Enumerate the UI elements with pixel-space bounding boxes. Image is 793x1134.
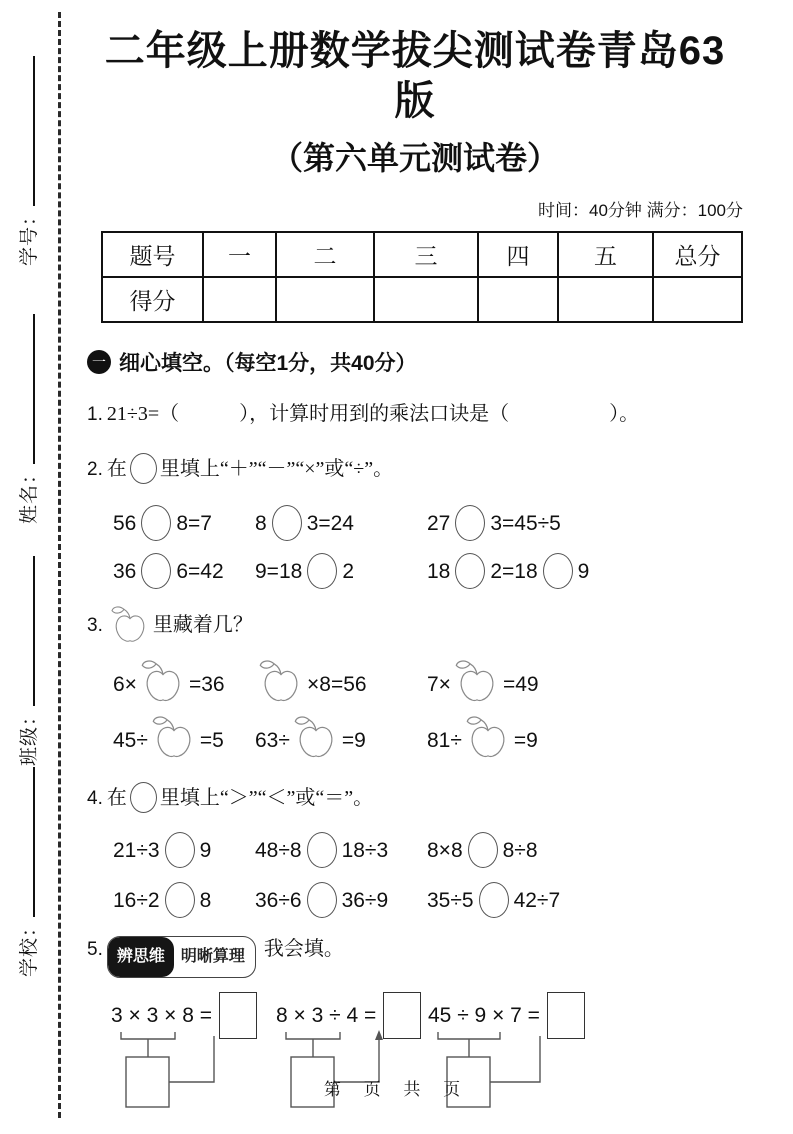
apple-icon <box>110 605 150 647</box>
header-cell-5: 五 <box>558 232 653 277</box>
question-2-row-2 <box>113 553 745 589</box>
equation: 48÷8 18÷3 <box>255 832 427 868</box>
blank-circle-icon <box>141 505 171 541</box>
question-2-row-1 <box>113 505 745 541</box>
blank-circle-icon <box>307 832 337 868</box>
blank-circle-icon <box>141 553 171 589</box>
equation: 6× =36 <box>113 659 255 707</box>
class-label: 班级： <box>19 705 40 766</box>
score-cell <box>653 277 742 322</box>
header-cell-2: 二 <box>276 232 374 277</box>
apple-icon <box>454 659 500 707</box>
question-4-label <box>87 781 745 816</box>
header-cell-1: 一 <box>203 232 276 277</box>
score-cell <box>374 277 478 322</box>
score-table-header-row <box>102 232 742 277</box>
blank-circle-icon <box>307 882 337 918</box>
q5-item-1 <box>111 992 276 1134</box>
equation: 8×8 8÷8 <box>427 832 745 868</box>
apple-icon <box>258 659 304 707</box>
equation: 45÷ =5 <box>113 715 255 763</box>
equation: 21÷3 9 <box>113 832 255 868</box>
blank-circle-icon <box>479 882 509 918</box>
apple-icon <box>151 715 197 763</box>
section-one-title: 细心填空。（每空1分，共40分） <box>119 352 417 375</box>
question-2-number: 2. <box>87 459 103 480</box>
question-1-number: 1. <box>87 404 103 425</box>
equation: 16÷2 8 <box>113 882 255 918</box>
question-3-label <box>87 605 745 647</box>
equation: 27 3=45÷5 <box>427 505 745 541</box>
question-1-text: 21÷3=（ ），计算时用到的乘法口诀是（ ）。 <box>106 403 640 425</box>
question-3-text: 里藏着几？ <box>152 614 253 636</box>
q5-item-3 <box>428 992 745 1134</box>
apple-icon <box>293 715 339 763</box>
sidebar-field-name <box>14 314 41 524</box>
equation: 81÷ =9 <box>427 715 745 763</box>
school-blank <box>16 767 35 917</box>
score-table-score-row <box>102 277 742 322</box>
thinking-badge: 辨思维 <box>108 937 174 977</box>
blank-circle-icon <box>455 553 485 589</box>
header-cell-4: 四 <box>478 232 558 277</box>
blank-circle-icon <box>165 882 195 918</box>
score-cell <box>276 277 374 322</box>
question-1 <box>87 397 745 432</box>
blank-circle-icon <box>272 505 302 541</box>
section-one-header <box>87 347 745 377</box>
page-title: 二年级上册数学拔尖测试卷青岛63版 <box>104 29 726 123</box>
question-5-label <box>87 932 745 978</box>
student-id-label: 学号： <box>19 205 40 266</box>
question-2-text-pre: 在 <box>106 458 127 480</box>
apple-icon <box>140 659 186 707</box>
question-5-badges <box>107 936 256 978</box>
equation: 56 8=7 <box>113 505 255 541</box>
question-3-row-1 <box>113 659 745 707</box>
question-3-number: 3. <box>87 615 103 636</box>
equation: 36 6=42 <box>113 553 255 589</box>
question-3-row-2 <box>113 715 745 763</box>
exam-paper <box>85 0 745 1134</box>
sidebar-field-class <box>14 556 41 766</box>
equation: 18 2=18 9 <box>427 553 745 589</box>
arrow-up-icon <box>375 1030 383 1040</box>
score-table <box>101 231 743 323</box>
score-cell <box>203 277 276 322</box>
blank-circle-icon <box>165 832 195 868</box>
equation: 35÷5 42÷7 <box>427 882 745 918</box>
expression: 3 × 3 × 8 = <box>111 1003 213 1027</box>
name-blank <box>16 314 35 464</box>
equation: 7× =49 <box>427 659 745 707</box>
question-4-row-1 <box>113 832 745 868</box>
school-label: 学校： <box>19 916 40 977</box>
question-4-row-2 <box>113 882 745 918</box>
blank-circle-icon <box>543 553 573 589</box>
expression: 45 ÷ 9 × 7 = <box>428 1003 540 1027</box>
footer-page-number: 第 页 共 页 <box>323 1080 470 1099</box>
score-cell <box>558 277 653 322</box>
question-5-number: 5. <box>87 939 103 960</box>
q5-item-2 <box>276 992 428 1134</box>
section-number-icon: 一 <box>87 350 111 374</box>
header-cell-3: 三 <box>374 232 478 277</box>
expression: 8 × 3 ÷ 4 = <box>276 1003 377 1027</box>
exam-meta: 时间：40分钟 满分：100分 <box>538 201 743 220</box>
blank-circle-icon <box>468 832 498 868</box>
equation: 63÷ =9 <box>255 715 427 763</box>
equation: ×8=56 <box>255 659 427 707</box>
score-row-label: 得分 <box>102 277 203 322</box>
blank-circle-icon <box>307 553 337 589</box>
score-cell <box>478 277 558 322</box>
student-id-blank <box>16 56 35 206</box>
question-4-text-pre: 在 <box>106 787 127 809</box>
header-cell-total: 总分 <box>653 232 742 277</box>
question-4-number: 4. <box>87 788 103 809</box>
seal-dashed-line <box>58 12 61 1118</box>
reasoning-badge: 明晰算理 <box>180 948 245 965</box>
blank-circle-icon <box>130 782 157 813</box>
question-5-items <box>111 992 745 1134</box>
question-4-text-post: 里填上“＞”“＜”或“＝”。 <box>159 787 374 809</box>
equation: 8 3=24 <box>255 505 427 541</box>
question-2-label <box>87 452 745 487</box>
sidebar-field-student-id <box>14 56 41 266</box>
header-cell-question-no: 题号 <box>102 232 203 277</box>
question-2-text-post: 里填上“＋”“－”“×”或“÷”。 <box>159 458 394 480</box>
equation: 9=18 2 <box>255 553 427 589</box>
name-label: 姓名： <box>19 463 40 524</box>
question-5-text: 我会填。 <box>263 938 344 960</box>
sidebar-field-school <box>14 767 41 977</box>
blank-circle-icon <box>130 453 157 484</box>
page-subtitle: （第六单元测试卷） <box>270 140 559 176</box>
equation: 36÷6 36÷9 <box>255 882 427 918</box>
blank-circle-icon <box>455 505 485 541</box>
apple-icon <box>465 715 511 763</box>
class-blank <box>16 556 35 706</box>
